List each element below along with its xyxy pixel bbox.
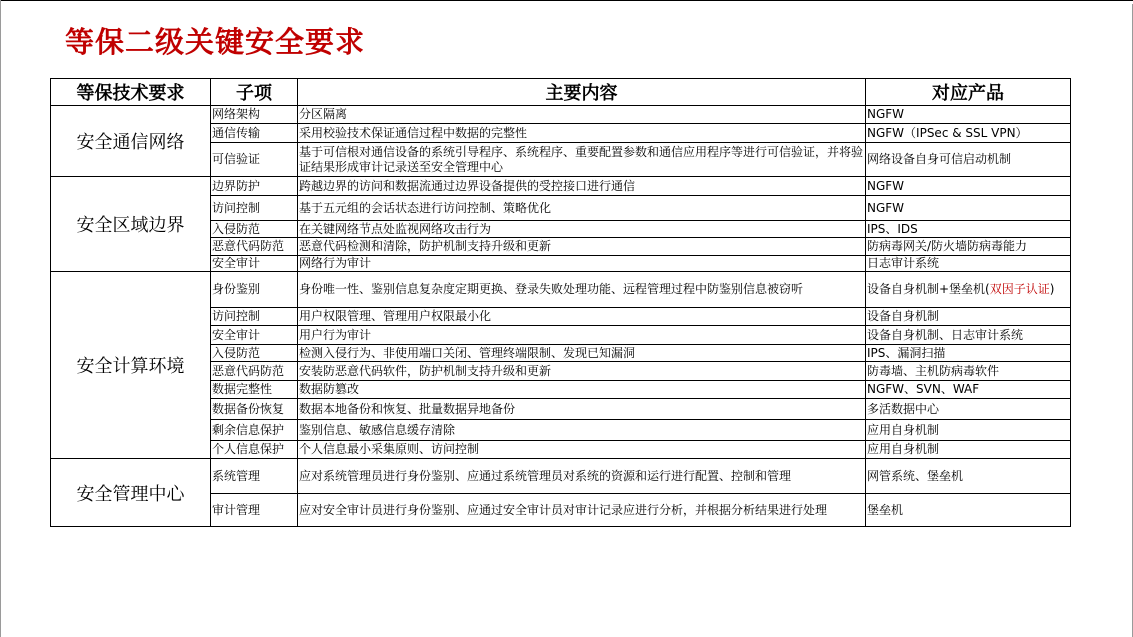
content-cell: 跨越边界的访问和数据流通过边界设备提供的受控接口进行通信 xyxy=(298,177,866,196)
subitem-cell: 恶意代码防范 xyxy=(211,362,298,381)
product-cell: 网管系统、堡垒机 xyxy=(866,459,1071,494)
content-cell: 基于五元组的会话状态进行访问控制、策略优化 xyxy=(298,196,866,221)
table-row xyxy=(51,106,1071,124)
subitem-cell: 审计管理 xyxy=(211,494,298,527)
product-cell: NGFW、SVN、WAF xyxy=(866,381,1071,399)
product-cell: NGFW xyxy=(866,106,1071,124)
page-title: 等保二级关键安全要求 xyxy=(65,25,366,59)
product-cell: 日志审计系统 xyxy=(866,256,1071,272)
content-cell: 采用校验技术保证通信过程中数据的完整性 xyxy=(298,124,866,143)
frame-left-border xyxy=(0,0,1,637)
content-cell: 恶意代码检测和清除，防护机制支持升级和更新 xyxy=(298,238,866,256)
category-cell: 安全区域边界 xyxy=(51,177,211,272)
frame-top-border xyxy=(0,0,1133,1)
content-cell: 数据防篡改 xyxy=(298,381,866,399)
subitem-cell: 安全审计 xyxy=(211,256,298,272)
subitem-cell: 访问控制 xyxy=(211,308,298,326)
subitem-cell: 入侵防范 xyxy=(211,345,298,362)
content-cell: 检测入侵行为、非使用端口关闭、管理终端限制、发现已知漏洞 xyxy=(298,345,866,362)
category-cell: 安全通信网络 xyxy=(51,106,211,177)
subitem-cell: 身份鉴别 xyxy=(211,272,298,308)
product-cell: 防毒墙、主机防病毒软件 xyxy=(866,362,1071,381)
product-cell: 应用自身机制 xyxy=(866,441,1071,459)
product-cell: 应用自身机制 xyxy=(866,420,1071,441)
product-cell: 堡垒机 xyxy=(866,494,1071,527)
subitem-cell: 网络架构 xyxy=(211,106,298,124)
subitem-cell: 剩余信息保护 xyxy=(211,420,298,441)
header-requirement: 等保技术要求 xyxy=(51,79,211,106)
product-cell: 设备自身机制、日志审计系统 xyxy=(866,326,1071,345)
content-cell: 应对系统管理员进行身份鉴别、应通过系统管理员对系统的资源和运行进行配置、控制和管理 xyxy=(298,459,866,494)
table-row xyxy=(51,459,1071,494)
content-cell: 应对安全审计员进行身份鉴别、应通过安全审计员对审计记录应进行分析，并根据分析结果进行处理 xyxy=(298,494,866,527)
content-cell: 分区隔离 xyxy=(298,106,866,124)
subitem-cell: 访问控制 xyxy=(211,196,298,221)
content-cell: 安装防恶意代码软件，防护机制支持升级和更新 xyxy=(298,362,866,381)
subitem-cell: 个人信息保护 xyxy=(211,441,298,459)
product-cell: NGFW（IPSec & SSL VPN） xyxy=(866,124,1071,143)
content-cell: 个人信息最小采集原则、访问控制 xyxy=(298,441,866,459)
subitem-cell: 恶意代码防范 xyxy=(211,238,298,256)
content-cell: 用户行为审计 xyxy=(298,326,866,345)
product-cell: 设备自身机制 xyxy=(866,308,1071,326)
category-cell: 安全管理中心 xyxy=(51,459,211,527)
header-subitem: 子项 xyxy=(211,79,298,106)
content-cell: 在关键网络节点处监视网络攻击行为 xyxy=(298,221,866,238)
product-cell: 多活数据中心 xyxy=(866,399,1071,420)
subitem-cell: 入侵防范 xyxy=(211,221,298,238)
content-cell: 数据本地备份和恢复、批量数据异地备份 xyxy=(298,399,866,420)
product-cell: NGFW xyxy=(866,196,1071,221)
subitem-cell: 数据完整性 xyxy=(211,381,298,399)
table-row xyxy=(51,177,1071,196)
product-cell: NGFW xyxy=(866,177,1071,196)
header-product: 对应产品 xyxy=(866,79,1071,106)
product-cell: 防病毒网关/防火墙防病毒能力 xyxy=(866,238,1071,256)
subitem-cell: 数据备份恢复 xyxy=(211,399,298,420)
header-content: 主要内容 xyxy=(298,79,866,106)
requirements-table xyxy=(50,78,1071,527)
subitem-cell: 系统管理 xyxy=(211,459,298,494)
subitem-cell: 可信验证 xyxy=(211,143,298,177)
product-cell: 网络设备自身可信启动机制 xyxy=(866,143,1071,177)
product-text: 设备自身机制+堡垒机( xyxy=(867,282,990,296)
product-tail: ) xyxy=(1049,282,1055,296)
content-cell: 身份唯一性、鉴别信息复杂度定期更换、登录失败处理功能、远程管理过程中防鉴别信息被窃听 xyxy=(298,272,866,308)
content-cell: 鉴别信息、敏感信息缓存清除 xyxy=(298,420,866,441)
product-highlight: 双因子认证 xyxy=(989,282,1050,296)
product-cell: IPS、IDS xyxy=(866,221,1071,238)
category-cell: 安全计算环境 xyxy=(51,272,211,459)
product-cell: IPS、漏洞扫描 xyxy=(866,345,1071,362)
subitem-cell: 边界防护 xyxy=(211,177,298,196)
content-cell: 用户权限管理、管理用户权限最小化 xyxy=(298,308,866,326)
subitem-cell: 安全审计 xyxy=(211,326,298,345)
content-cell: 基于可信根对通信设备的系统引导程序、系统程序、重要配置参数和通信应用程序等进行可信验证，并将验证结果形成审计记录送至安全管理中心 xyxy=(298,143,866,177)
content-cell: 网络行为审计 xyxy=(298,256,866,272)
header-row xyxy=(51,79,1071,106)
table-row xyxy=(51,272,1071,308)
product-cell xyxy=(866,272,1071,308)
subitem-cell: 通信传输 xyxy=(211,124,298,143)
